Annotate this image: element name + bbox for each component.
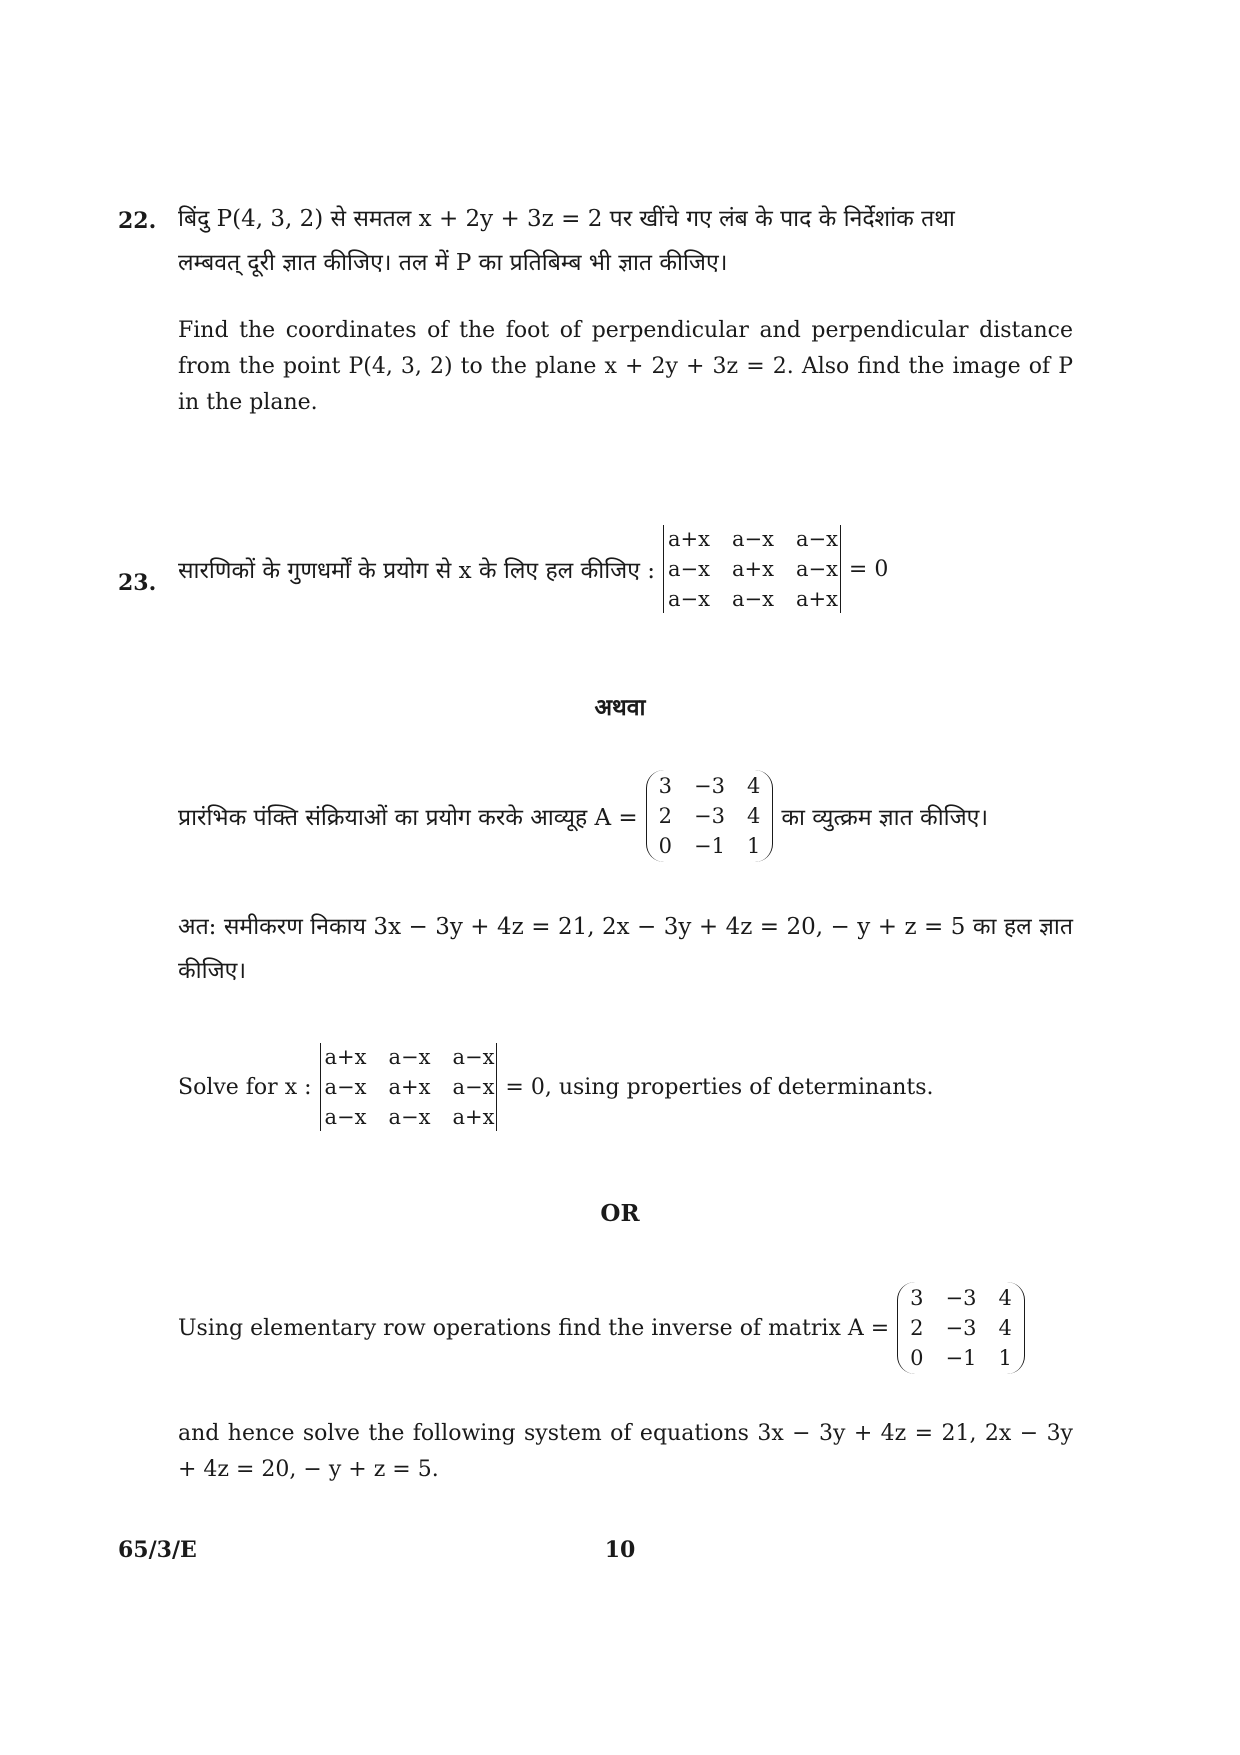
q23-hindi-matrix-row: [178, 770, 988, 862]
matrix-cell: −3: [945, 1286, 977, 1310]
paper-code: 65/3/E: [118, 1537, 197, 1563]
det-cell: a+x: [795, 587, 838, 611]
matrix-cell: 0: [910, 1346, 924, 1370]
or-english: OR: [600, 1200, 640, 1227]
q23-hindi-equals: = 0: [848, 556, 889, 582]
q23-english-prompt: Solve for x :: [178, 1074, 312, 1100]
q23-hindi-matrix-prefix: प्रारंभिक पंक्ति संक्रियाओं का प्रयोग करके आव्यूह A =: [178, 805, 638, 831]
matrix-cell: 4: [747, 804, 761, 828]
det-cell: a+x: [324, 1045, 367, 1069]
q22-hindi: [178, 197, 1073, 285]
q23-english-matrix: [897, 1282, 1025, 1374]
det-cell: a−x: [668, 557, 710, 581]
q22-hindi-line1: बिंदु P(4, 3, 2) से समतल x + 2y + 3z = 2 पर खींचे गए लंब के पाद के निर्देशांक तथा: [178, 206, 955, 232]
matrix-cell: 4: [998, 1286, 1012, 1310]
q23-english-suffix: = 0, using properties of determinants.: [505, 1074, 934, 1100]
det-cell: a−x: [452, 1075, 495, 1099]
matrix-cell: 4: [998, 1316, 1012, 1340]
matrix-cell: −3: [945, 1316, 977, 1340]
q23-hindi-prompt: सारणिकों के गुणधर्मों के प्रयोग से x के लिए हल कीजिए :: [178, 558, 656, 584]
matrix-cell: 1: [747, 834, 761, 858]
det-cell: a−x: [668, 587, 710, 611]
q22-hindi-line2: लम्बवत् दूरी ज्ञात कीजिए। तल में P का प्रतिबिम्ब भी ज्ञात कीजिए।: [178, 250, 728, 276]
matrix-cell: −1: [694, 834, 725, 858]
matrix-cell: −1: [945, 1346, 977, 1370]
matrix-cell: 3: [910, 1286, 924, 1310]
det-cell: a+x: [388, 1075, 431, 1099]
det-cell: a+x: [731, 557, 774, 581]
matrix-cell: 0: [658, 834, 673, 858]
matrix-cell: 1: [998, 1346, 1012, 1370]
det-cell: a−x: [324, 1075, 367, 1099]
det-cell: a−x: [324, 1105, 367, 1129]
matrix-cell: −3: [694, 774, 725, 798]
det-cell: a−x: [795, 527, 838, 551]
det-cell: a−x: [388, 1105, 431, 1129]
det-cell: a−x: [388, 1045, 431, 1069]
matrix-cell: 2: [658, 804, 673, 828]
q23-english-system: and hence solve the following system of equations 3x − 3y + 4z = 21, 2x − 3y + 4z = 20, − y + z = 5.: [178, 1421, 1073, 1482]
q22-number: 22.: [118, 208, 157, 234]
matrix-cell: 3: [658, 774, 673, 798]
q23-hindi-system: अत: समीकरण निकाय 3x − 3y + 4z = 21, 2x − 3y + 4z = 20, − y + z = 5 का हल ज्ञात कीजिए।: [178, 914, 1073, 984]
q22-english: Find the coordinates of the foot of perpendicular and perpendicular distance from the point P(4, 3, 2) to the plane x + 2y + 3z = 2. Also find the image of P in the plane.: [178, 318, 1073, 415]
q23-hindi-matrix: [646, 770, 774, 862]
matrix-cell: −3: [694, 804, 725, 828]
matrix-cell: 2: [910, 1316, 924, 1340]
q23-hindi-determinant: [663, 525, 841, 613]
matrix-cell: 4: [747, 774, 761, 798]
det-cell: a+x: [668, 527, 710, 551]
q23-english-determinant: [320, 1043, 498, 1131]
or-hindi: अथवा: [594, 694, 646, 721]
det-cell: a−x: [731, 587, 774, 611]
q23-english-matrix-row: [178, 1282, 1033, 1374]
q23-hindi-det-row: [178, 525, 888, 613]
det-cell: a+x: [452, 1105, 495, 1129]
det-cell: a−x: [452, 1045, 495, 1069]
det-cell: a−x: [795, 557, 838, 581]
q23-english-det-row: [178, 1043, 934, 1131]
det-cell: a−x: [731, 527, 774, 551]
q23-hindi-matrix-suffix: का व्युत्क्रम ज्ञात कीजिए।: [781, 805, 989, 831]
q23-english-matrix-prefix: Using elementary row operations find the inverse of matrix A =: [178, 1315, 890, 1341]
q23-number: 23.: [118, 570, 157, 596]
page-number: 10: [604, 1537, 636, 1563]
